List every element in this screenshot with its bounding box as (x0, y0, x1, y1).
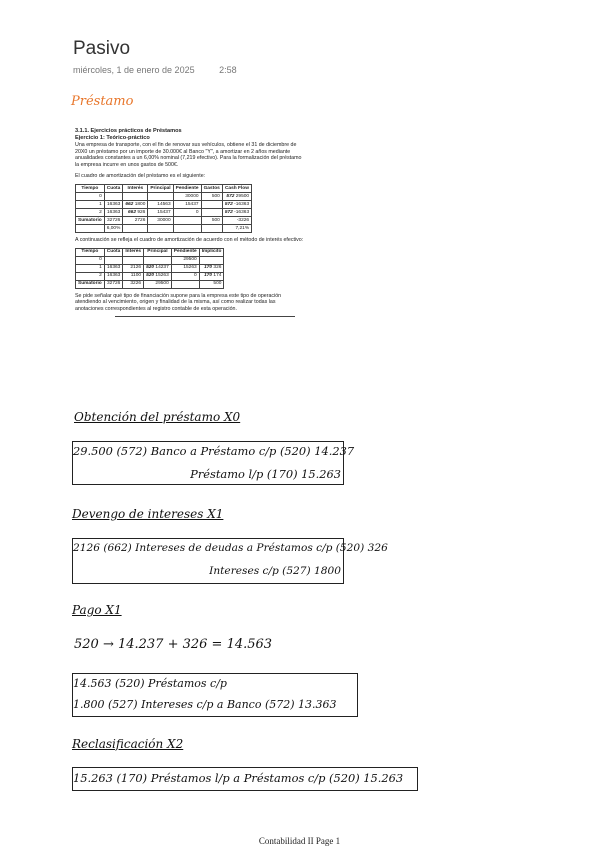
table-cell: 16363 (104, 272, 123, 280)
table-cell: 29500 (144, 280, 172, 288)
table-cell: 16363 (104, 264, 123, 272)
table-cell (123, 256, 144, 264)
table-cell: 170 326 (199, 264, 224, 272)
table-cell: 500 (201, 217, 222, 225)
entry-line: 2126 (662) Intereses de deudas a Préstamos c/p (520) 326 (73, 542, 388, 554)
table-cell: -3226 (222, 217, 251, 225)
embedded-exercise (75, 128, 305, 317)
table-row (76, 193, 252, 201)
table-cell: 0 (76, 193, 105, 201)
table-header-cell: Gastos (201, 185, 222, 193)
table-header-cell: Implícito (199, 248, 224, 256)
amortization-table-1 (75, 184, 252, 233)
table-cell (173, 225, 201, 233)
entry-line: 15.263 (170) Préstamos l/p a Préstamos c/p (520) 15.263 (73, 771, 404, 785)
entry-line: 29.500 (572) Banco a Préstamo c/p (520) 14.237 (73, 444, 355, 458)
table-cell: 2 (76, 209, 105, 217)
table-cell: 32726 (104, 217, 123, 225)
entry-line: 1.800 (527) Intereses c/p a Banco (572) 13.363 (73, 698, 337, 711)
pago-calculation: 520 → 14.237 + 326 = 14.563 (74, 637, 273, 652)
table-row (76, 225, 252, 233)
entry-box-devengo (72, 538, 388, 584)
table-cell (171, 280, 199, 288)
handwritten-mark: 520 (146, 265, 156, 271)
table-cell: 30000 (173, 193, 201, 201)
embedded-outro: Se pide señalar qué tipo de financiación supone para la empresa este tipo de operación atendiendo al vencimiento, origen y finalidad de la misma, así como realizar todas las anotaciones correspondientes al registro contable de esta operación. (75, 292, 282, 312)
table-cell: 15437 (148, 209, 173, 217)
table-cell: 29500 (171, 256, 199, 264)
page-title: Pasivo (73, 38, 131, 59)
date-text: miércoles, 1 de enero de 2025 (73, 65, 195, 75)
table-cell (201, 225, 222, 233)
table-cell: 572 -16363 (222, 201, 251, 209)
table-cell: 0 (76, 256, 105, 264)
entry-line: Préstamo l/p (170) 15.263 (190, 467, 341, 481)
table-cell: 0 (173, 209, 201, 217)
table-cell: 662 1800 (123, 201, 148, 209)
table-cell (76, 225, 105, 233)
table-row (76, 201, 252, 209)
table-cell: 3226 (123, 280, 144, 288)
embedded-exercise-title: Ejercicio 1: Teórico-práctico (75, 134, 150, 141)
table-cell (123, 193, 148, 201)
table-cell: 16363 (104, 209, 123, 217)
table-header-cell: Principal (144, 248, 172, 256)
table-cell (199, 256, 224, 264)
table-cell: 14563 (148, 201, 173, 209)
table-cell (173, 217, 201, 225)
embedded-heading: 3.1.1. Ejercicios prácticos de Préstamos (75, 128, 182, 134)
table-cell: 662 926 (123, 209, 148, 217)
table-header-cell: Pendiente (171, 248, 199, 256)
heading-devengo: Devengo de intereses X1 (72, 507, 224, 521)
table-cell: 6,00% (104, 225, 123, 233)
table-row (76, 272, 224, 280)
table-cell: 32726 (104, 280, 123, 288)
table-header-cell: Tiempo (76, 248, 105, 256)
page-footer: Contabilidad II Page 1 (258, 836, 341, 846)
table-cell: 2726 (123, 217, 148, 225)
table-cell: 170 174 (199, 272, 224, 280)
table-cell (104, 256, 123, 264)
table-row (76, 209, 252, 217)
table-header-cell: Principal (148, 185, 173, 193)
table-cell: 2126 (123, 264, 144, 272)
table-header-cell: Interés (123, 185, 148, 193)
table-cell: 30000 (148, 217, 173, 225)
handwritten-mark: 662 (125, 201, 135, 207)
heading-obtencion: Obtención del préstamo X0 (74, 410, 241, 424)
table-header-cell: Cuota (104, 185, 123, 193)
table-cell (201, 201, 222, 209)
handwritten-mark: 170 (204, 265, 214, 271)
table-cell: 7,21% (222, 225, 251, 233)
table-cell (123, 225, 148, 233)
table-cell: 0 (171, 272, 199, 280)
table-cell: 15263 (171, 264, 199, 272)
handwritten-mark: 170 (204, 273, 214, 279)
page-date (73, 65, 237, 75)
table-cell (148, 225, 173, 233)
entry-box-obtencion (72, 441, 355, 485)
table-cell: 15437 (173, 201, 201, 209)
section-label-prestamo: Préstamo (71, 94, 134, 109)
table-header-cell: Interés (123, 248, 144, 256)
table-cell: 1 (76, 201, 105, 209)
handwritten-mark: 572 (224, 201, 235, 207)
table1-caption: El cuadro de amortización del préstamo es el siguiente: (75, 173, 206, 180)
heading-pago: Pago X1 (72, 603, 122, 617)
table-cell: 520 14237 (144, 264, 172, 272)
table-row (76, 280, 224, 288)
embedded-intro: Una empresa de transporte, con el fin de renovar sus vehículos, obtiene el 31 de diciembre de 20X0 un préstamo por un importe de 30.000€ al Banco "Y", a amortizar en 2 años mediante anualidades constantes a un 6,00% nominal (7,219 efectivo). Para la formalización del préstamo la empresa incurre en unos gastos de 500€. (75, 141, 302, 168)
handwritten-mark: 520 (146, 273, 156, 279)
handwritten-mark: 572 (226, 193, 236, 199)
table2-caption: A continuación se refleja el cuadro de amortización de acuerdo con el método de interés efectivo: (75, 237, 304, 244)
table-header-cell: Cash Flow (222, 185, 251, 193)
table-row (76, 256, 224, 264)
table-cell (144, 256, 172, 264)
table-header-cell: Pendiente (173, 185, 201, 193)
table-cell: 2 (76, 272, 105, 280)
handwritten-mark: 662 (128, 209, 138, 215)
entry-box-pago (72, 673, 358, 717)
table-cell: 1 (76, 264, 105, 272)
table-cell: Sumatorio (76, 217, 105, 225)
table-cell: 572 29500 (222, 193, 251, 201)
table-cell: 572 -16363 (222, 209, 251, 217)
handwritten-mark: 572 (224, 209, 235, 215)
table-header-cell: Cuota (104, 248, 123, 256)
entry-line: 14.563 (520) Préstamos c/p (73, 677, 227, 690)
entry-line: Intereses c/p (527) 1800 (209, 565, 341, 577)
table-cell: 16363 (104, 201, 123, 209)
table-cell (104, 193, 123, 201)
table-cell (201, 209, 222, 217)
table-cell (148, 193, 173, 201)
time-text: 2:58 (219, 65, 237, 75)
divider (115, 316, 295, 317)
table-cell: Sumatorio (76, 280, 105, 288)
table-cell: 500 (201, 193, 222, 201)
table-cell: 1100 (123, 272, 144, 280)
table-cell: 520 15263 (144, 272, 172, 280)
entry-box-reclasificacion (72, 767, 418, 791)
table-row (76, 264, 224, 272)
heading-reclasificacion: Reclasificación X2 (72, 737, 184, 751)
table-cell: 500 (199, 280, 224, 288)
table-row (76, 217, 252, 225)
table-header-cell: Tiempo (76, 185, 105, 193)
amortization-table-2 (75, 248, 224, 289)
